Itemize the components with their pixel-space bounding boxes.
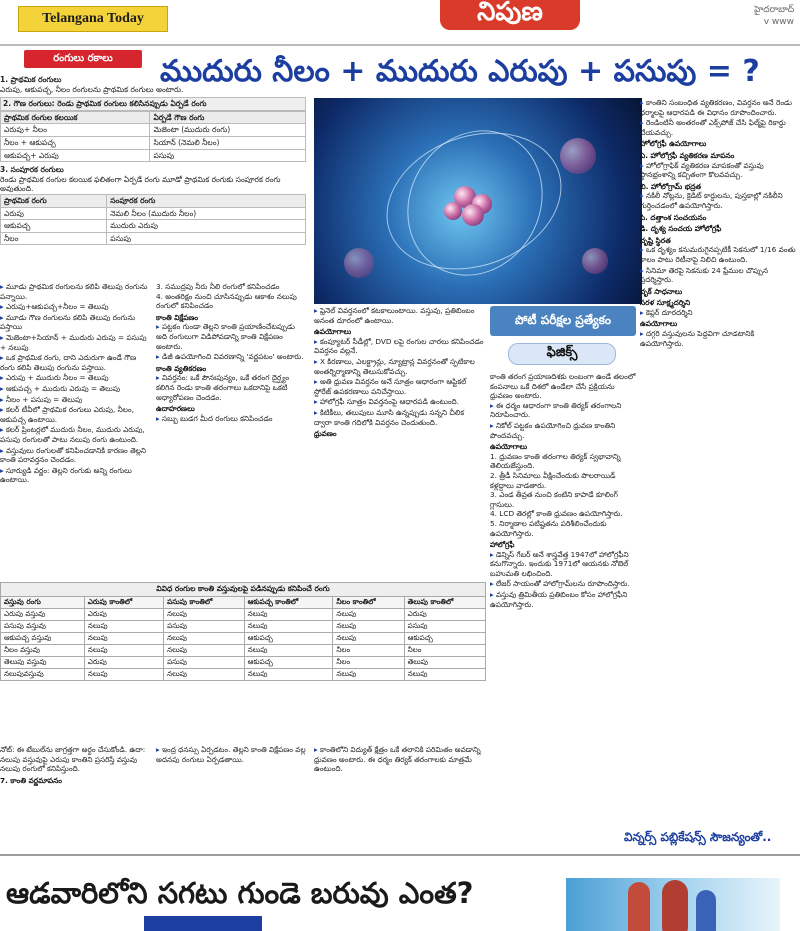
atom-illustration xyxy=(314,98,642,304)
artery-shape xyxy=(662,880,688,931)
table-row xyxy=(1,207,306,220)
table-row xyxy=(1,669,486,681)
list-item: ▸ ఎరుపు + ముదురు నీలం = తెలుపు xyxy=(0,373,152,383)
special-band: పోటీ పరీక్షల ప్రత్యేకం xyxy=(490,306,636,336)
table-cell: పసుపు xyxy=(150,149,306,162)
list-item: ▸ మెజెంటా+సియాన్ + ముదురు ఎరుపు = పసుపు + నలుపు xyxy=(0,333,152,352)
list-item: ▸ X కిరణాలు, ఎలక్ట్రాన్లు, న్యూట్రాన్ల వివర్తనంతో స్ఫటికాల అంతర్నిర్మాణాన్ని తెలుసుకోవచ్చు. xyxy=(314,357,484,376)
subheading: ఉదాహరణలు xyxy=(156,404,195,414)
table-cell: నీలం వస్తువు xyxy=(1,645,85,657)
page-headline: ముదురు నీలం + ముదురు ఎరుపు + పసుపు = ? xyxy=(160,54,760,89)
complementary-colors-table xyxy=(0,194,306,245)
list-item: ▸ కలర్ టీవీలో ప్రాథమిక రంగులు ఎరుపు, నీలం, ఆకుపచ్చ ఉంటాయి. xyxy=(0,405,152,424)
paper-logo xyxy=(440,0,580,30)
list-item: ▸ లేజర్ సాయంతో హాలోగ్రామ్‌లను రూపొందిస్తారు. xyxy=(490,579,636,589)
list-item: ▸ మూడు గౌణ రంగులను కలిపి తెలుపు రంగును పస్తాయి xyxy=(0,313,152,332)
table-cell: ఎరుపు xyxy=(404,609,485,621)
table-cell: ఆకుపచ్చ+ ఎరుపు xyxy=(1,149,150,162)
table-header: నీలం కాంతిలో xyxy=(333,597,404,609)
story-label-strip xyxy=(144,916,262,931)
table-header: ఆకుపచ్చ కాంతిలో xyxy=(244,597,333,609)
list-item: ▸ డెన్నిస్ గేబర్ అనే శాస్త్రవేత్త 1947లో హాలోగ్రఫీని కనుగొన్నారు. ఇందుకు 1971లో ఆయనకు నోబెల్ బహుమతి లభించింది. xyxy=(490,550,636,579)
table-cell: నలుపు xyxy=(164,609,245,621)
table-cell: ఆకుపచ్చ xyxy=(244,633,333,645)
paper-logo-text: నిపుణ xyxy=(477,0,543,27)
nucleus xyxy=(582,248,608,274)
list-item: ▸ హాలోగ్రఫీ సూత్రం వివర్తనంపై ఆధారపడి ఉంటుంది. xyxy=(314,397,484,407)
table-cell: ముదురు ఎరుపు xyxy=(107,220,306,233)
nucleus xyxy=(560,138,596,174)
table-header: ప్రాథమిక రంగు xyxy=(1,194,107,207)
table-cell: ఎరుపు+ నీలం xyxy=(1,124,150,137)
table-cell: నలుపు xyxy=(84,669,163,681)
subheading: దృక్ సాధనాలు xyxy=(640,286,683,296)
body-column-c xyxy=(314,306,484,578)
list-item: 5. నిర్మాణాల పటిష్టతను పరిశీలించేందుకు ఉపయోగిస్తారు. xyxy=(490,518,607,538)
table-cell: నలుపు xyxy=(84,633,163,645)
publisher-credit: విన్నర్స్ పబ్లికేషన్స్ సౌజన్యంతో.. xyxy=(624,830,772,844)
table-cell: నలుపు xyxy=(404,669,485,681)
table-cell: నలుపు xyxy=(84,645,163,657)
nucleus xyxy=(344,248,374,278)
list-item: ▸ వస్తువు త్రిమితీయ ప్రతిబింబం కోసం హాలోగ్రఫీని ఉపయోగిస్తారు. xyxy=(490,590,636,609)
table-cell: నీలం + ఆకుపచ్చ xyxy=(1,136,150,149)
corner-text: హైదరాబాద్ v www xyxy=(754,5,795,27)
table-cell: ఎరుపు xyxy=(84,657,163,669)
bottom-text-c xyxy=(314,745,484,853)
list-item: ▸ హోలోగ్రాఫిక్ వ్యతికరణ మాపకంతో వస్తువు స్థానభ్రంశాన్ని కచ్చితంగా కొలవవచ్చు. xyxy=(640,161,798,180)
story-headline: ఆడవారిలోని సగటు గుండె బరువు ఎంత? xyxy=(6,876,474,910)
table-cell: పసుపు వస్తువు xyxy=(1,621,85,633)
section-1-text: ఎరుపు, ఆకుపచ్చ, నీలం రంగులను ప్రాథమిక రంగులు అంటారు. xyxy=(0,84,184,94)
list-item: ▸ అతి ధ్రువణ వివర్తనం అనే సూత్రం ఆధారంగా ఆప్టికల్ స్టోరేజ్ ఉపకరణాలు పనిచేస్తాయి. xyxy=(314,377,484,396)
note-text: నోట్: ఈ టేబుల్‌ను జాగ్రత్తగా అర్థం చేసుకోండి. ఉదా: నలుపు వస్తువుపై ఎరుపు కాంతిని ప్రసరిస్తే వస్తువు నలుపు రంగులో కనిపిస్తుంది. xyxy=(0,745,146,774)
table-cell: నలుపు xyxy=(333,609,404,621)
table-cell: తెలుపు వస్తువు xyxy=(1,657,85,669)
table-row xyxy=(1,633,486,645)
section-pill: రంగులు రకాలు xyxy=(24,50,142,68)
list-item: ▸ సినిమా తెరపై సెకనుకు 24 ఫ్రేముల చొప్పున ప్రదర్శిస్తారు. xyxy=(640,266,798,285)
table-row xyxy=(1,124,306,137)
table-caption: వివిధ రంగుల కాంతి వస్తువులపై పడినప్పుడు కనిపించే రంగు xyxy=(0,582,486,596)
subheading: దృష్టి స్థిరత xyxy=(640,235,671,245)
list-item: ▸ నికోల్ పట్టకం ఉపయోగించి ధ్రువణ కాంతిని పొందవచ్చు. xyxy=(490,421,636,440)
table-cell: తెలుపు xyxy=(404,657,485,669)
list-item: ▸ ఆకుపచ్చ + ముదురు ఎరుపు = తెలుపు xyxy=(0,384,152,394)
body-column-b xyxy=(156,282,308,578)
list-item: ▸ నీలం + పసుపు = తెలుపు xyxy=(0,395,152,405)
table-cell: నలుపు xyxy=(333,669,404,681)
list-item: ▸ కాంతిని సంబంధిత వ్యతికరణం, వివర్తనం అనే రెండు ధర్మాలపై ఆధారపడి ఈ విధానం రూపొందించారు. xyxy=(640,98,798,117)
list-item: ▸ ఒక ప్రాథమిక రంగు, దాని ఎదురుగా ఉండే గౌణ రంగు కలిపి తెలుపు రంగును పస్తాయి. xyxy=(0,353,152,372)
table-cell: నలుపు xyxy=(244,645,333,657)
table-cell: ఆకుపచ్చ xyxy=(1,220,107,233)
subheading: సరళ సూక్ష్మదర్శిని xyxy=(640,298,691,308)
table-row xyxy=(1,645,486,657)
section-divider xyxy=(0,854,800,856)
list-item: ▸ డిజీ ఉపయోగించి వివరణాన్ని 'వర్ణపటం' అంటారు. xyxy=(156,352,308,362)
subheading: ఉపయోగాలు xyxy=(314,327,352,337)
list-item: 1. ధ్రువణం కాంతి తరంగాల తిర్యక్ స్వభావాన్ని తెలియజేస్తుంది. xyxy=(490,451,621,471)
list-item: 4. అంతరిక్షం నుంచి చూసినప్పుడు ఆకాశం నలుపు రంగులో కనిపించడం xyxy=(156,291,297,311)
list-item: ▸ కంప్యూటర్ సీడీల్లో, DVD లపై రంగుల చారలు కనిపించడం వివర్తనం వల్లనే. xyxy=(314,337,484,356)
topic-badge: ఫిజిక్స్ xyxy=(508,343,616,365)
brand-logo[interactable] xyxy=(18,6,168,32)
table-cell: నలుపు xyxy=(244,669,333,681)
brand-name: Telangana Today xyxy=(42,11,144,26)
table-row xyxy=(1,136,306,149)
table-header: ఎరుపు కాంతిలో xyxy=(84,597,163,609)
table-cell: ఎరుపు xyxy=(84,609,163,621)
section-3-text: రెండు ప్రాథమిక రంగుల కలయిక ఫలితంగా ఏర్పడే రంగు మూడో ప్రాథమిక రంగుకు సంపూరక రంగు అవుతుంది. xyxy=(0,174,281,194)
table-header: వస్తువు రంగు xyxy=(1,597,85,609)
nucleus xyxy=(444,202,462,220)
list-item: ▸ కెప్లర్ దూరదర్శిని xyxy=(640,308,798,318)
nucleus xyxy=(462,204,484,226)
table-cell: ఎరుపు వస్తువు xyxy=(1,609,85,621)
list-item: 2. త్రీడీ సినిమాలు వీక్షించేందుకు పొలరాయిడ్ కళ్లద్దాలు వాడతారు. xyxy=(490,470,616,490)
body-column-d xyxy=(490,372,636,828)
table-cell: నలుపు xyxy=(333,633,404,645)
table-cell: నీలం xyxy=(404,645,485,657)
table-cell: ఆకుపచ్చ వస్తువు xyxy=(1,633,85,645)
table-cell: నలుపువస్తువు xyxy=(1,669,85,681)
secondary-colors-table xyxy=(0,111,306,162)
bottom-text-b xyxy=(156,745,308,853)
table-row xyxy=(1,621,486,633)
vein-shape xyxy=(696,890,716,931)
subheading: కాంతి వ్యతికరణం xyxy=(156,363,207,373)
table-row xyxy=(1,657,486,669)
list-item: ▸ కిటికీలు, తలుపులు మూసి ఉన్నప్పుడు సన్నని చీలిక ద్వారా కాంతి గదిలోకి వివర్తనం చెందుతుంది. xyxy=(314,408,484,427)
table-cell: నీలం xyxy=(333,657,404,669)
list-item: 4. LCD తెరల్లో కాంతి ధ్రువణం ఉపయోగిస్తారు. xyxy=(490,509,623,519)
table-cell: నలుపు xyxy=(164,645,245,657)
subheading: బి. హోలోగ్రామ్ భద్రత xyxy=(640,181,702,191)
table-cell: నీలం xyxy=(1,232,107,245)
list-item: 3. సముద్రపు నీరు నీలి రంగులో కనిపించడం xyxy=(156,282,280,291)
subheading: సి. దత్తాంశ సంచయనం xyxy=(640,212,707,222)
subheading: 7. కాంతి వర్ణమాపనం xyxy=(0,775,62,785)
table-cell: పసుపు xyxy=(404,621,485,633)
list-item: ▸ ఫ్రెనెల్ వివర్తనంలో కటకాలుంటాయి. వస్తువు, ప్రతిబింబం అనంత దూరంలో ఉంటాయి. xyxy=(314,306,484,325)
table-header: ఏర్పడే గౌణ రంగు xyxy=(150,111,306,124)
bottom-text-a xyxy=(0,745,152,853)
table-cell: నలుపు xyxy=(244,621,333,633)
table-row xyxy=(1,609,486,621)
table-header: ప్రాథమిక రంగుల కలయిక xyxy=(1,111,150,124)
subheading: కాంతి విక్షేపణం xyxy=(156,312,199,322)
table-cell: ఆకుపచ్చ xyxy=(244,657,333,669)
table-cell: సియాన్ (నెమలి నీలం) xyxy=(150,136,306,149)
list-item: ▸ ఈ ధర్మం ఆధారంగా కాంతి తిర్యక్ తరంగాలని నిరూపించారు. xyxy=(490,401,636,420)
table-header: తెలుపు కాంతిలో xyxy=(404,597,485,609)
table-cell: పసుపు xyxy=(164,621,245,633)
table-row xyxy=(1,220,306,233)
subheading: ఉపయోగాలు xyxy=(490,442,528,452)
section-3-title: 3. సంపూరక రంగులు xyxy=(0,165,64,175)
table-cell: నలుపు xyxy=(244,609,333,621)
table-cell: నలుపు xyxy=(164,669,245,681)
list-item: ▸ మూడు ప్రాథమిక రంగులను కలిపి తెలుపు రంగును పన్నాయి. xyxy=(0,282,152,301)
table-cell: ఎరుపు xyxy=(1,207,107,220)
section-2-title: 2. గౌణ రంగులు: రెండు ప్రాథమిక రంగులు కలిసినప్పుడు ఏర్పడే రంగు xyxy=(0,97,306,111)
table-cell: మెజెంటా (ముదురు రంగు) xyxy=(150,124,306,137)
list-item: ▸ సూర్యుడి వర్ణం: తెల్లని రంగుకు అన్ని రంగులు ఉంటాయి. xyxy=(0,466,152,485)
table-cell: ఆకుపచ్చ xyxy=(404,633,485,645)
table-cell: నలుపు xyxy=(84,621,163,633)
list-item: ▸ ఒక దృశ్యం కనుమరుగైనప్పటికీ సెకనులో 1/16 వంతు కాలం పాటు రెటీనాపై నిలిచి ఉంటుంది. xyxy=(640,245,798,264)
table-row xyxy=(1,232,306,245)
subheading: ఎ. హోలోగ్రఫీ వ్యతికరణ మాపనం xyxy=(640,150,735,160)
list-item: ▸ కలర్ ప్రింటర్లలో ముదురు నీలం, ముదురు ఎరుపు, పసుపు రంగులతో పాటు నలుపు రంగు ఉంటుంది. xyxy=(0,425,152,444)
body-column-a xyxy=(0,282,152,578)
table-cell: నెమలి నీలం (ముదురు నీలం) xyxy=(107,207,306,220)
list-item: ▸ దగ్గరి వస్తువులను పెద్దవిగా చూడటానికి ఉపయోగిస్తారు. xyxy=(640,329,798,348)
list-item: ▸ సబ్బు బుడగ మీద రంగులు కనిపించడం xyxy=(156,414,308,424)
list-item: 3. ఎండ తీవ్రత నుంచి కంటిని కాపాడే కూలింగ్ గ్లాసులు. xyxy=(490,490,618,509)
list-item: ▸ రెండింటినీ అంతరంతో ఎక్స్‌పోజ్ చేసి ఫిల్మ్‌పై రికార్డు చేయవచ్చు. xyxy=(640,118,798,137)
color-light-table-wrapper xyxy=(0,582,486,681)
left-column xyxy=(0,72,306,245)
heart-illustration xyxy=(566,878,780,931)
table-header: సంపూరక రంగు xyxy=(107,194,306,207)
artery-shape xyxy=(628,882,650,931)
list-item: ▸ పట్టకం గుండా తెల్లని కాంతి ప్రయాణించేటప్పుడు అది రంగులుగా విడిపోవడాన్ని కాంతి విక్షేపణం అంటారు. xyxy=(156,322,308,351)
subheading: డి. దృశ్య సంచయ హోలోగ్రఫీ xyxy=(640,224,722,234)
table-cell: నలుపు xyxy=(164,633,245,645)
body-column-e xyxy=(640,98,798,828)
subheading: ఉపయోగాలు xyxy=(640,319,678,329)
list-item: ▸ వస్తువులు రంగులతో కనిపించడానికి కారణం తెల్లని కాంతి పరావర్తనం చెందడం. xyxy=(0,446,152,465)
table-row xyxy=(1,149,306,162)
list-item: ▸ వివర్తనం: ఒకే పౌనఃపున్యం, ఒకే తరంగ దైర్ఘ్యం కలిగిన రెండు కాంతి తరంగాలు ఒకదానిపై ఒకటి అధ్యారోపణం చెందడం. xyxy=(156,373,308,402)
list-item: ▸ ఇంద్ర ధనస్సు ఏర్పడటం. తెల్లని కాంతి విక్షేపణం వల్ల అదనపు రంగులు ఏర్పడతాయి. xyxy=(156,745,308,764)
list-item: కాంతి తరంగ ప్రయాణదిశకు లంబంగా ఉండే తలంలో కంపనాలు ఒకే దిశలో ఉండేలా చేసే ప్రక్రియను ధ్రువణం అంటారు. xyxy=(490,372,636,401)
subheading: హోలోగ్రఫీ ఉపయోగాలు xyxy=(640,139,707,149)
subheading: హాలోగ్రఫీ xyxy=(490,540,515,550)
color-light-table xyxy=(0,582,486,681)
table-cell: పసుపు xyxy=(107,232,306,245)
table-cell: నలుపు xyxy=(333,621,404,633)
section-1-title: 1. ప్రాథమిక రంగులు xyxy=(0,75,62,84)
table-cell: నీలం xyxy=(333,645,404,657)
subheading: ధ్రువణం xyxy=(314,429,337,439)
list-item: ▸ నకిలీ నోట్లను, క్రెడిట్ కార్డులను, పుస్తకాల్లో నకిలీని గుర్తించడంలో ఉపయోగిస్తారు. xyxy=(640,191,798,210)
table-header: పసుపు కాంతిలో xyxy=(164,597,245,609)
list-item: ▸ ఎరుపు+ఆకుపచ్చ+నీలం = తెలుపు xyxy=(0,302,152,312)
table-cell: పసుపు xyxy=(164,657,245,669)
list-item: ▸ కాంతిలోని విద్యుత్ క్షేత్రం ఒకే తలానికి పరిమితం అవడాన్ని ధ్రువణం అంటారు. ఈ ధర్మం తిర్యక్ తరంగాలకు మాత్రమే ఉంటుంది. xyxy=(314,745,484,774)
